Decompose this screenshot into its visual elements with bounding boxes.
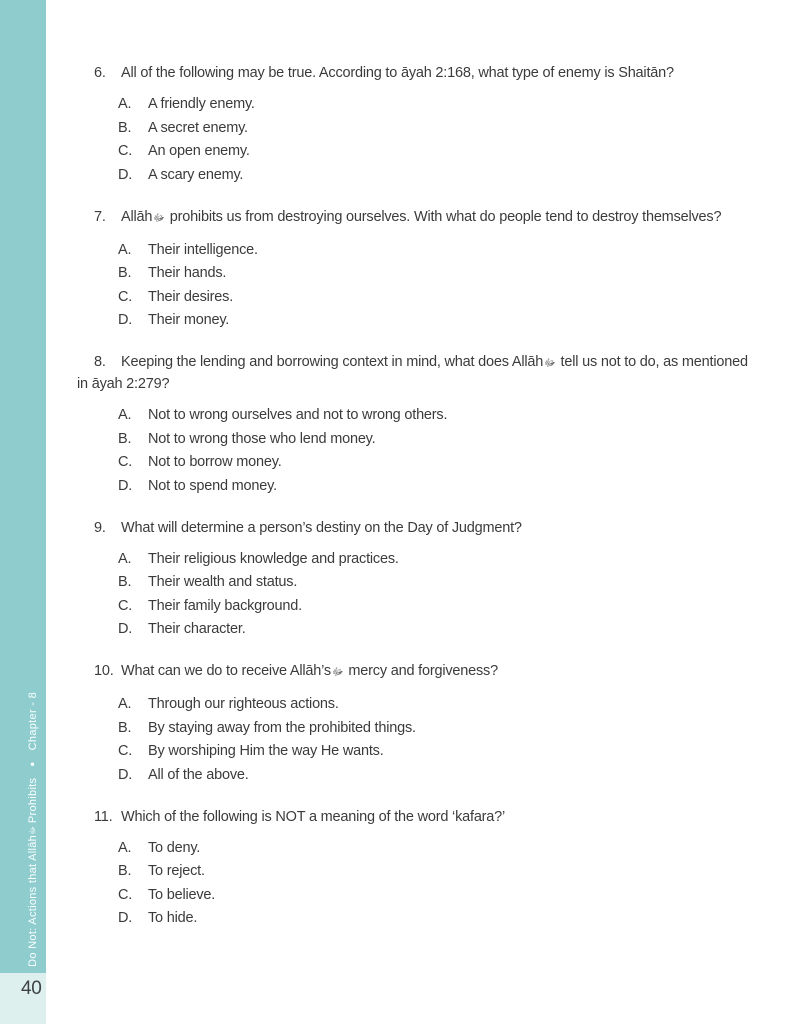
answer-option xyxy=(118,597,757,615)
option-letter: A. xyxy=(118,96,132,112)
answer-option xyxy=(118,288,757,306)
option-text: A scary enemy. xyxy=(148,166,244,183)
question-block xyxy=(77,352,757,495)
answer-option xyxy=(118,95,757,113)
question-number: 7. xyxy=(94,208,106,225)
answer-option xyxy=(118,862,757,880)
option-letter: D. xyxy=(118,621,133,637)
options-list xyxy=(77,241,757,330)
answer-option xyxy=(118,453,757,471)
option-letter: D. xyxy=(118,477,133,494)
option-text: To deny. xyxy=(148,839,201,856)
option-text: To believe. xyxy=(148,886,216,903)
options-list xyxy=(77,550,757,639)
answer-option xyxy=(118,886,757,904)
question-number: 9. xyxy=(94,519,106,536)
option-letter: A. xyxy=(118,407,132,423)
question-text xyxy=(77,352,757,394)
option-letter: C. xyxy=(118,143,133,159)
answer-option xyxy=(118,766,757,784)
option-text: Not to wrong those who lend money. xyxy=(148,430,376,447)
question-number: 10. xyxy=(94,663,114,679)
option-letter: D. xyxy=(118,166,133,183)
option-letter: B. xyxy=(118,265,132,281)
answer-option xyxy=(118,241,757,259)
option-text: Their family background. xyxy=(148,597,302,614)
sidebar-vertical-label xyxy=(27,692,39,967)
option-text: Their money. xyxy=(148,312,230,328)
allah-honorific-symbol: ﷻ xyxy=(544,358,556,369)
allah-honorific-symbol: ﷻ xyxy=(331,667,344,678)
option-text: Their wealth and status. xyxy=(148,574,298,590)
page-number: 40 xyxy=(21,978,42,999)
option-text: All of the above. xyxy=(148,766,249,783)
answer-option xyxy=(118,406,757,424)
option-letter: A. xyxy=(118,241,132,258)
option-letter: D. xyxy=(118,312,133,328)
option-letter: B. xyxy=(118,119,132,136)
question-list xyxy=(77,63,757,927)
question-body: What will determine a person’s destiny on the Day of Judgment? xyxy=(121,519,522,536)
answer-option xyxy=(118,909,757,927)
question-block xyxy=(77,518,757,639)
option-letter: A. xyxy=(118,696,132,712)
question-body: Allāhﷻ prohibits us from destroying ourselves. With what do people tend to destroy themselves? xyxy=(121,208,722,225)
option-text: A friendly enemy. xyxy=(148,96,255,112)
option-text: Not to spend money. xyxy=(148,477,277,494)
answer-option xyxy=(118,573,757,591)
question-text xyxy=(77,63,757,83)
option-text: To reject. xyxy=(148,863,205,879)
question-body: Which of the following is NOT a meaning of the word ‘kafara?’ xyxy=(121,808,506,825)
question-text xyxy=(77,807,757,827)
sidebar-chapter-title: Do Not: Actions that Allāhﷻ Prohibits xyxy=(27,777,39,967)
options-list xyxy=(77,406,757,495)
options-list xyxy=(77,95,757,184)
option-text: Their character. xyxy=(148,621,246,637)
option-letter: B. xyxy=(118,430,132,447)
answer-option xyxy=(118,620,757,638)
allah-honorific-symbol: ﷻ xyxy=(28,826,37,836)
answer-option xyxy=(118,477,757,495)
page-number-strip xyxy=(0,973,46,1024)
option-letter: C. xyxy=(118,288,133,305)
option-letter: B. xyxy=(118,574,132,590)
option-text: To hide. xyxy=(148,910,198,926)
options-list xyxy=(77,839,757,928)
option-letter: C. xyxy=(118,743,133,759)
option-letter: D. xyxy=(118,910,133,926)
answer-option xyxy=(118,311,757,329)
answer-option xyxy=(118,430,757,448)
option-letter: A. xyxy=(118,550,132,567)
option-text: By staying away from the prohibited things. xyxy=(148,719,416,736)
option-text: Their desires. xyxy=(148,288,234,305)
answer-option xyxy=(118,550,757,568)
answer-option xyxy=(118,142,757,160)
answer-option xyxy=(118,264,757,282)
question-body: What can we do to receive Allāh’sﷻ mercy and forgiveness? xyxy=(121,663,498,679)
option-text: An open enemy. xyxy=(148,143,250,159)
question-number: 8. xyxy=(94,354,106,370)
option-letter: C. xyxy=(118,597,133,614)
option-text: Their religious knowledge and practices. xyxy=(148,550,399,567)
answer-option xyxy=(118,695,757,713)
question-body: Keeping the lending and borrowing context in mind, what does Allāhﷻ tell us not to do, as mentioned in āyah 2:279? xyxy=(77,354,748,392)
question-text xyxy=(77,518,757,538)
option-letter: D. xyxy=(118,766,133,783)
allah-honorific-symbol: ﷻ xyxy=(153,212,165,224)
option-letter: B. xyxy=(118,719,132,736)
option-letter: A. xyxy=(118,839,132,856)
answer-option xyxy=(118,742,757,760)
answer-option xyxy=(118,166,757,184)
question-number: 11. xyxy=(94,808,113,825)
bullet-separator-icon: ● xyxy=(28,759,37,769)
question-number: 6. xyxy=(94,65,106,81)
option-letter: C. xyxy=(118,886,133,903)
option-text: A secret enemy. xyxy=(148,119,248,136)
question-block xyxy=(77,807,757,928)
questions-area xyxy=(77,0,757,950)
sidebar-chapter-number: Chapter - 8 xyxy=(27,692,39,751)
option-text: Their hands. xyxy=(148,265,227,281)
option-text: By worshiping Him the way He wants. xyxy=(148,743,384,759)
option-text: Not to wrong ourselves and not to wrong others. xyxy=(148,407,448,423)
question-body: All of the following may be true. According to āyah 2:168, what type of enemy is Shaitān? xyxy=(121,65,674,81)
answer-option xyxy=(118,119,757,137)
options-list xyxy=(77,695,757,784)
question-block xyxy=(77,63,757,184)
answer-option xyxy=(118,719,757,737)
option-letter: B. xyxy=(118,863,132,879)
question-text xyxy=(77,207,757,229)
question-block xyxy=(77,661,757,784)
option-text: Not to borrow money. xyxy=(148,454,282,470)
option-letter: C. xyxy=(118,454,133,470)
option-text: Through our righteous actions. xyxy=(148,696,339,712)
option-text: Their intelligence. xyxy=(148,241,258,258)
answer-option xyxy=(118,839,757,857)
question-text xyxy=(77,661,757,683)
chapter-sidebar xyxy=(0,0,46,973)
question-block xyxy=(77,207,757,330)
